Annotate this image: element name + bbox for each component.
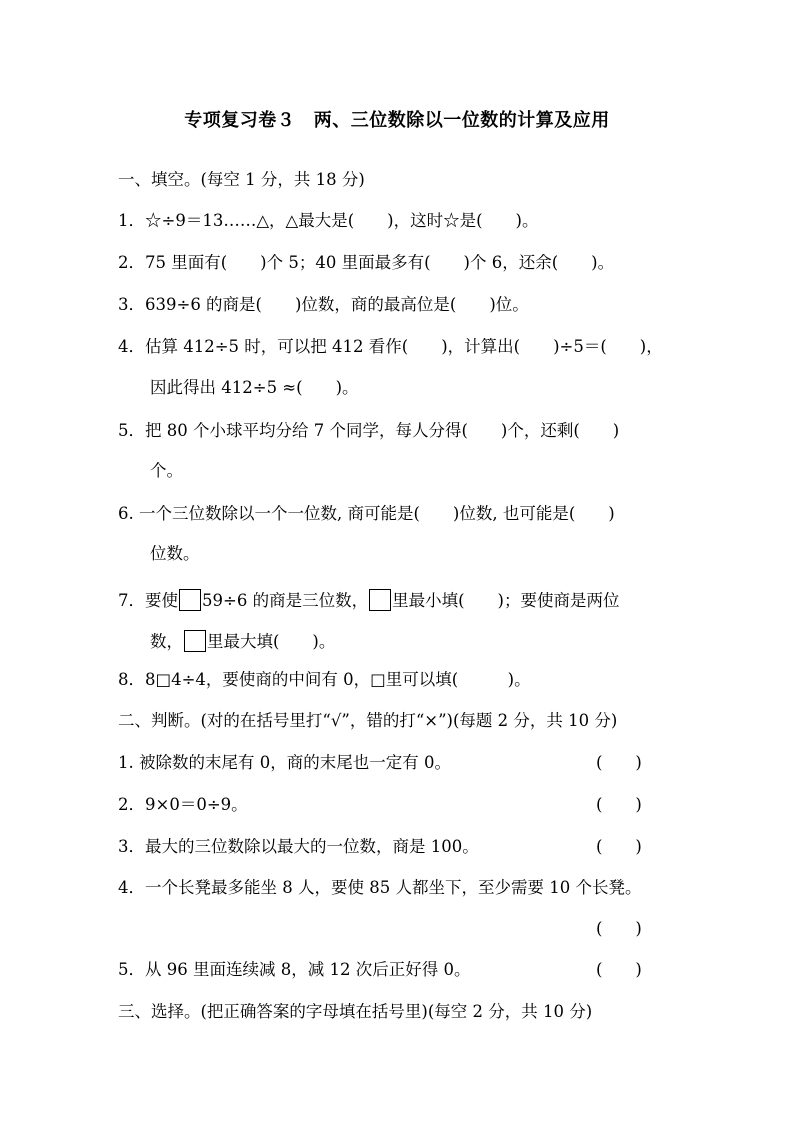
q7-text-e: 里最大填( )。 [207, 632, 336, 651]
judge-item-5: 5．从 96 里面连续减 8，减 12 次后正好得 0。 [118, 960, 471, 979]
q7-text-c: 里最小填( )；要使商是两位 [392, 591, 620, 610]
page-title: 专项复习卷３ 两、三位数除以一位数的计算及应用 [184, 110, 610, 131]
question-1-4-line1: 4．估算 412÷5 时，可以把 412 看作( )，计算出( )÷5＝( )， [118, 337, 663, 356]
q7-text-a: 7．要使 [118, 591, 178, 610]
answer-box [179, 589, 201, 611]
question-1-5-line1: 5．把 80 个小球平均分给 7 个同学，每人分得( )个，还剩( ) [118, 421, 620, 440]
question-1-8: 8．8□4÷4，要使商的中间有 0，□里可以填( )。 [118, 670, 531, 689]
judge-item-4: 4．一个长凳最多能坐 8 人，要使 85 人都坐下，至少需要 10 个长凳。 [118, 878, 642, 897]
answer-box [369, 589, 391, 611]
question-1-6-line1: 6. 一个三位数除以一个一位数, 商可能是( )位数, 也可能是( ) [118, 504, 615, 523]
question-1-6-line2: 位数。 [150, 544, 200, 563]
section1-heading: 一、填空。(每空 1 分，共 18 分) [118, 170, 365, 189]
judge-item-3: 3．最大的三位数除以最大的一位数，商是 100。 [118, 837, 479, 856]
answer-paren: ( ) [596, 960, 642, 979]
answer-paren: ( ) [596, 795, 642, 814]
question-1-2: 2．75 里面有( )个 5；40 里面最多有( )个 6，还余( )。 [118, 253, 615, 272]
question-1-7-line1 [118, 589, 619, 613]
answer-paren: ( ) [596, 753, 642, 772]
section3-heading: 三、选择。(把正确答案的字母填在括号里)(每空 2 分，共 10 分) [118, 1002, 593, 1021]
question-1-7-line2 [150, 630, 335, 654]
section2-heading: 二、判断。(对的在括号里打“√”，错的打“×”)(每题 2 分，共 10 分) [118, 711, 618, 730]
answer-box [184, 630, 206, 652]
answer-paren: ( ) [596, 837, 642, 856]
question-1-5-line2: 个。 [150, 461, 183, 480]
q7-text-d: 数， [150, 632, 183, 651]
judge-item-2: 2．9×0＝0÷9。 [118, 795, 248, 814]
question-1-3: 3．639÷6 的商是( )位数，商的最高位是( )位。 [118, 295, 529, 314]
question-1-4-line2: 因此得出 412÷5 ≈( )。 [150, 378, 359, 397]
judge-item-1: 1. 被除数的末尾有 0，商的末尾也一定有 0。 [118, 753, 451, 772]
q7-text-b: 59÷6 的商是三位数， [202, 591, 369, 610]
answer-paren: ( ) [596, 919, 642, 938]
question-1-1: 1．☆÷9＝13……△，△最大是( )，这时☆是( )。 [118, 211, 539, 230]
